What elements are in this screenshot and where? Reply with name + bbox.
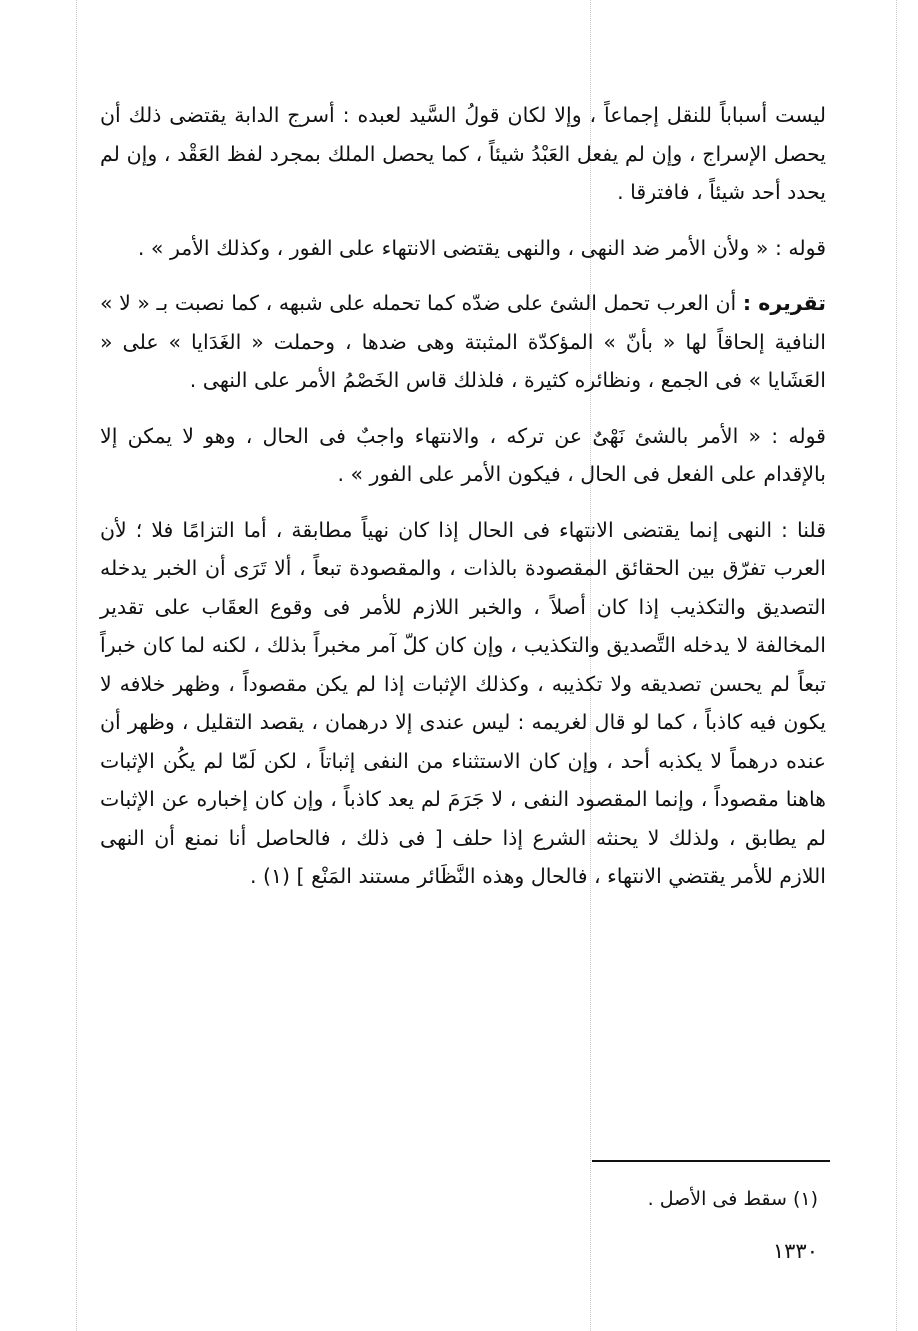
body-text xyxy=(100,96,826,896)
paragraph-2 xyxy=(100,229,826,268)
paragraph-4 xyxy=(100,417,826,494)
paragraph-5 xyxy=(100,511,826,896)
paragraph-text: قوله : « ولأن الأمر ضد النهى ، والنهى يقتضى الانتهاء على الفور ، وكذلك الأمر » . xyxy=(137,235,826,260)
paragraph-text: قلنا : النهى إنما يقتضى الانتهاء فى الحال إذا كان نهياً مطابقة ، أما التزامًا فلا ؛ لأن العرب تفرّق بين الحقائق المقصودة بالذات ، والمقصودة تبعاً ، ألا تَرَى أن الخبر يدخله التصديق والتكذيب إذا كان أصلاً ، والخبر اللازم للأمر فى وقوع العقَاب على تقدير المخالفة لا يدخله التَّصديق والتكذيب ، وإن كان كلّ آمر مخبراً بذلك ، لكنه لما كان خبراً تبعاً لم يحسن تصديقه ولا تكذيبه ، وكذلك الإثبات إذا لم يكن مقصوداً ، وظهر خلافه لا يكون فيه كاذباً ، كما لو قال لغريمه : ليس عندى إلا درهمان ، يقصد التقليل ، وظهر أن عنده درهماً لا يكذبه أحد ، وإن كان الاستثناء من النفى إثباتاً ، لكن لَمّا لم يكُن الإثبات هاهنا مقصوداً ، وإنما المقصود النفى ، لا جَرَمَ لم يعد كاذباً ، وإن كان إخباره عن الإثبات لم يطابق ، ولذلك لا يحنثه الشرع إذا حلف [ فى ذلك ، فالحاصل أنا نمنع أن النهى اللازم للأمر يقتضي الانتهاء ، فالحال وهذه النَّظَائر مستند المَنْع ] (١) . xyxy=(100,517,826,888)
paragraph-text: أن العرب تحمل الشئ على ضدّه كما تحمله على شبهه ، كما نصبت بـ « لا » النافية إلحاقاً لها « بأنّ » المؤكدّة المثبتة وهى ضدها ، وحملت « الغَدَايا » على « العَشَايا » فى الجمع ، ونظائره كثيرة ، فلذلك قاس الخَصْمُ الأمر على النهى . xyxy=(100,291,826,392)
paragraph-text: قوله : « الأمر بالشئ نَهْىٌ عن تركه ، والانتهاء واجبٌ فى الحال ، وهو لا يمكن إلا بالإقدام على الفعل فى الحال ، فيكون الأمر على الفور » . xyxy=(100,423,826,486)
scan-margin-dots-right xyxy=(896,0,897,1331)
paragraph-3 xyxy=(100,284,826,400)
footnote: (١) سقط فى الأصل . xyxy=(647,1188,818,1210)
paragraph-text: ليست أسباباً للنقل إجماعاً ، وإلا لكان قولُ السَّيد لعبده : أسرج الدابة يقتضى ذلك أن يحصل الإسراج ، وإن لم يفعل العَبْدُ شيئاً ، كما يحصل الملك بمجرد لفظ العَقْد ، وإن لم يحدد أحد شيئاً ، فافترقا . xyxy=(100,103,826,204)
footnote-separator xyxy=(592,1160,830,1162)
page-number: ١٣٣٠ xyxy=(772,1239,818,1263)
scan-margin-dots-left xyxy=(76,0,77,1331)
paragraph-1 xyxy=(100,96,826,212)
paragraph-lead: تقريره : xyxy=(742,291,826,315)
